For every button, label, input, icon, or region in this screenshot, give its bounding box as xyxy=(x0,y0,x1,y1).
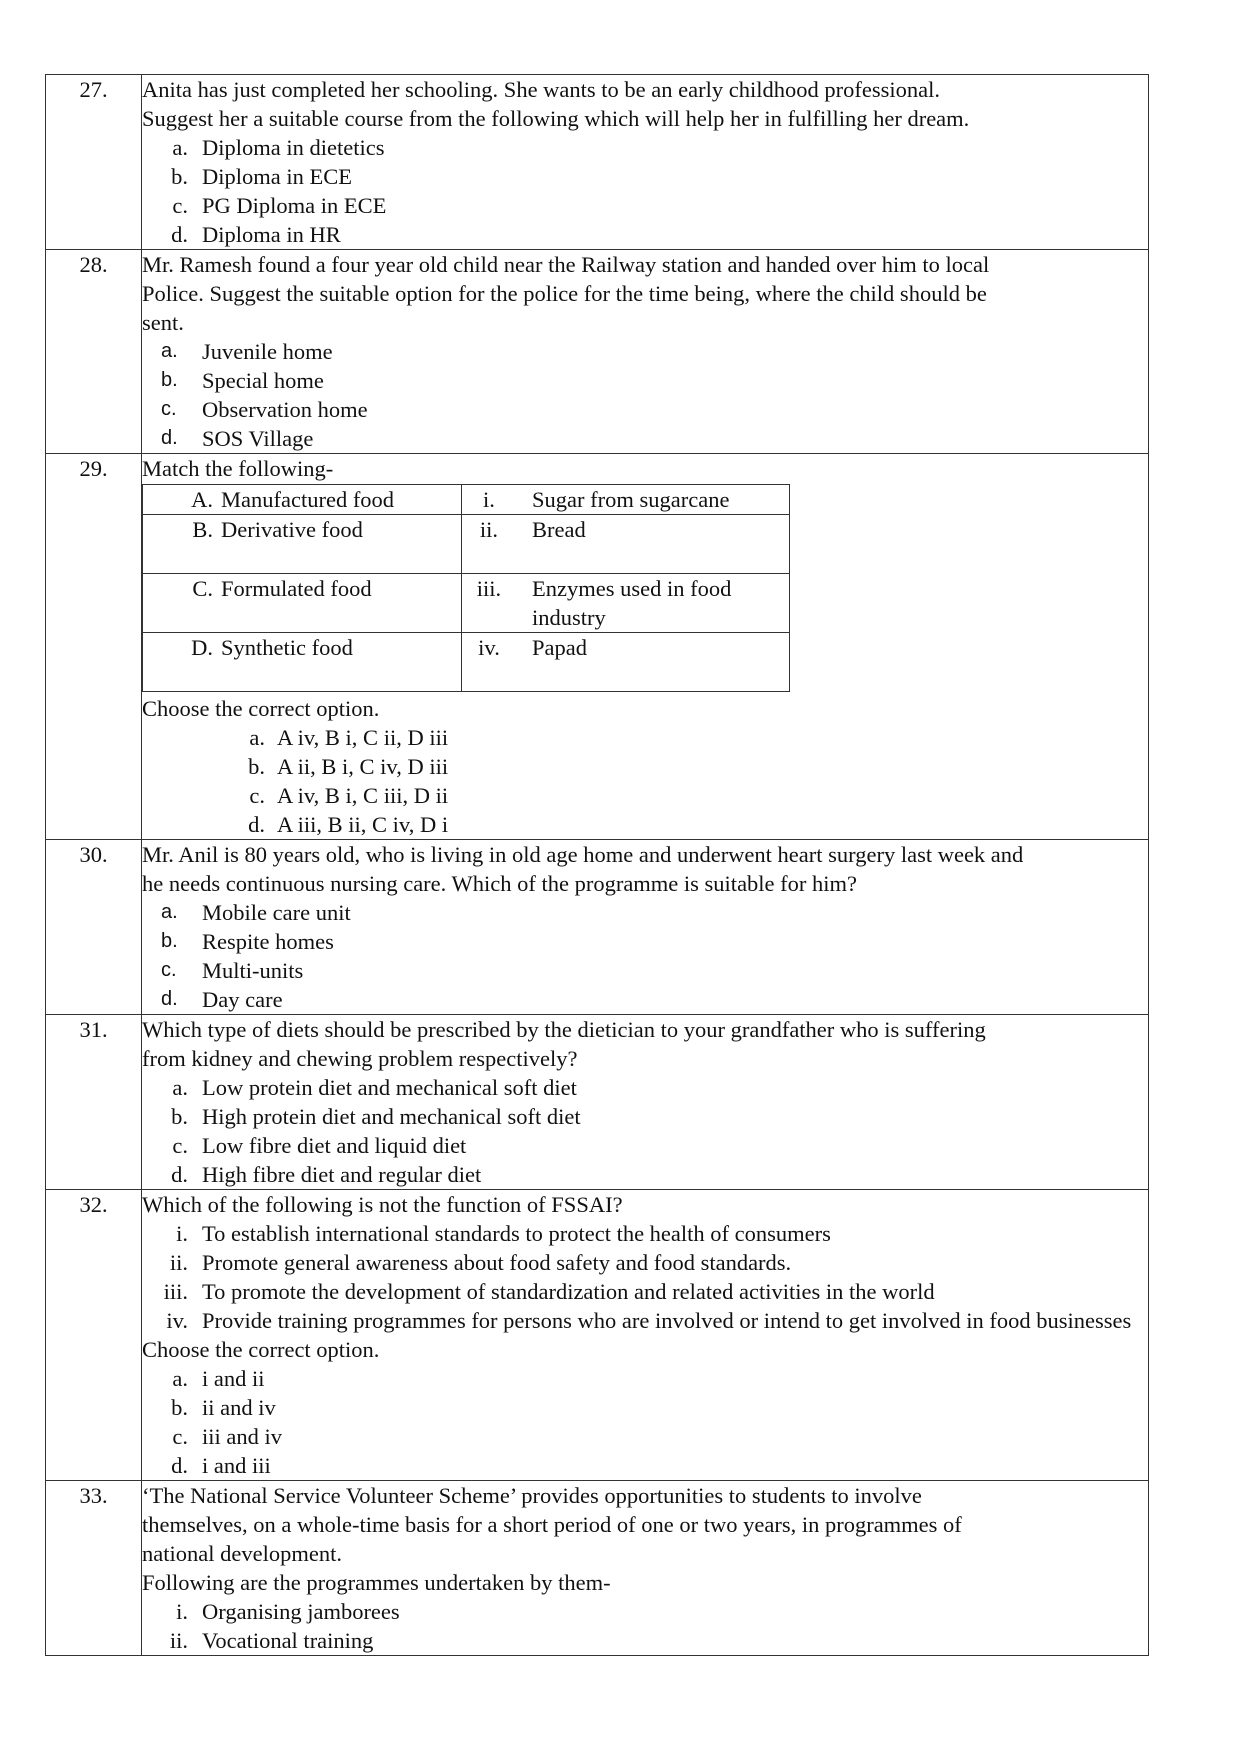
match-row xyxy=(143,633,790,692)
question-text: Which type of diets should be prescribed by the dietician to your grandfather who is suffering xyxy=(142,1017,986,1042)
option-label: c. xyxy=(161,959,177,981)
option-c xyxy=(142,1131,1148,1160)
option-text: Mobile care unit xyxy=(202,900,351,925)
statement-label: i. xyxy=(176,1221,188,1246)
option-label: c. xyxy=(172,193,188,218)
statement-label: i. xyxy=(176,1599,188,1624)
option-label: d. xyxy=(161,427,178,449)
option-text: Low fibre diet and liquid diet xyxy=(202,1133,467,1158)
question-row xyxy=(46,1481,1149,1656)
option-text: A ii, B i, C iv, D iii xyxy=(277,754,449,779)
option-a xyxy=(142,898,1148,927)
statement-text: Vocational training xyxy=(202,1628,374,1653)
statement-iii xyxy=(142,1277,1148,1306)
question-text: themselves, on a whole-time basis for a short period of one or two years, in programmes of xyxy=(142,1512,962,1537)
statement-label: ii. xyxy=(169,1250,188,1275)
option-b xyxy=(142,927,1148,956)
option-c xyxy=(142,1422,1148,1451)
question-text: Match the following- xyxy=(142,456,334,481)
option-a xyxy=(142,1364,1148,1393)
question-row xyxy=(46,840,1149,1015)
question-text: ‘The National Service Volunteer Scheme’ provides opportunities to students to involve xyxy=(142,1483,922,1508)
option-label: a. xyxy=(249,725,265,750)
option-c xyxy=(142,395,1148,424)
option-d xyxy=(142,1451,1148,1480)
question-row xyxy=(46,454,1149,840)
option-d xyxy=(142,220,1148,249)
statement-label: iv. xyxy=(166,1308,188,1333)
match-right-text: Sugar from sugarcane xyxy=(532,487,730,512)
option-text: Juvenile home xyxy=(202,339,333,364)
option-text: Diploma in HR xyxy=(202,222,341,247)
match-row xyxy=(143,574,790,633)
choose-instruction: Choose the correct option. xyxy=(142,696,380,721)
question-body xyxy=(142,250,1149,454)
question-text: Mr. Ramesh found a four year old child near the Railway station and handed over him to local xyxy=(142,252,990,277)
option-d xyxy=(142,810,1148,839)
option-a xyxy=(142,723,1148,752)
option-c xyxy=(142,956,1148,985)
option-text: Low protein diet and mechanical soft diet xyxy=(202,1075,577,1100)
match-right-text: Bread xyxy=(532,517,586,542)
option-text: High fibre diet and regular diet xyxy=(202,1162,482,1187)
match-row xyxy=(143,515,790,574)
option-text: A iii, B ii, C iv, D i xyxy=(277,812,449,837)
option-text: iii and iv xyxy=(202,1424,282,1449)
option-text: Respite homes xyxy=(202,929,334,954)
question-text: sent. xyxy=(142,310,184,335)
option-label: a. xyxy=(161,901,178,923)
statement-text: Organising jamborees xyxy=(202,1599,400,1624)
option-text: Diploma in ECE xyxy=(202,164,352,189)
option-text: Multi-units xyxy=(202,958,304,983)
match-right-label: ii. xyxy=(479,517,499,542)
option-label: a. xyxy=(161,340,178,362)
option-text: Day care xyxy=(202,987,283,1012)
question-number: 31. xyxy=(46,1015,142,1190)
match-left-label: A. xyxy=(191,487,213,512)
question-text: Police. Suggest the suitable option for the police for the time being, where the child should be xyxy=(142,281,987,306)
option-label: d. xyxy=(248,812,265,837)
option-label: b. xyxy=(171,1395,188,1420)
option-c xyxy=(142,781,1148,810)
option-d xyxy=(142,1160,1148,1189)
question-body xyxy=(142,840,1149,1015)
option-text: ii and iv xyxy=(202,1395,276,1420)
option-text: i and ii xyxy=(202,1366,265,1391)
option-text: Special home xyxy=(202,368,324,393)
option-label: b. xyxy=(171,1104,188,1129)
match-left-text: Formulated food xyxy=(221,576,372,601)
question-body xyxy=(142,1015,1149,1190)
question-text: Anita has just completed her schooling. She wants to be an early childhood professional. xyxy=(142,77,940,102)
question-number: 33. xyxy=(46,1481,142,1656)
option-text: PG Diploma in ECE xyxy=(202,193,387,218)
statement-i xyxy=(142,1219,1148,1248)
match-left-text: Synthetic food xyxy=(221,635,353,660)
statement-iv xyxy=(142,1306,1148,1335)
question-number: 29. xyxy=(46,454,142,840)
statement-i xyxy=(142,1597,1148,1626)
option-b xyxy=(142,366,1148,395)
option-label: c. xyxy=(172,1424,188,1449)
question-body xyxy=(142,454,1149,840)
match-left-label: B. xyxy=(192,517,213,542)
question-text: national development. xyxy=(142,1541,342,1566)
question-number: 28. xyxy=(46,250,142,454)
match-right-text: Papad xyxy=(532,635,587,660)
option-b xyxy=(142,1102,1148,1131)
option-b xyxy=(142,1393,1148,1422)
question-number: 27. xyxy=(46,75,142,250)
choose-instruction: Choose the correct option. xyxy=(142,1337,380,1362)
option-a xyxy=(142,337,1148,366)
option-text: Observation home xyxy=(202,397,368,422)
option-text: i and iii xyxy=(202,1453,271,1478)
statement-text: To promote the development of standardization and related activities in the world xyxy=(202,1279,935,1304)
question-body xyxy=(142,1481,1149,1656)
option-label: d. xyxy=(161,988,178,1010)
option-label: c. xyxy=(249,783,265,808)
statement-ii xyxy=(142,1248,1148,1277)
question-text: Mr. Anil is 80 years old, who is living in old age home and underwent heart surgery last week and xyxy=(142,842,1024,867)
option-text: SOS Village xyxy=(202,426,314,451)
option-d xyxy=(142,985,1148,1014)
question-text: Which of the following is not the function of FSSAI? xyxy=(142,1192,623,1217)
option-d xyxy=(142,424,1148,453)
question-text: Suggest her a suitable course from the following which will help her in fulfilling her dream. xyxy=(142,106,970,131)
option-label: c. xyxy=(161,398,177,420)
option-a xyxy=(142,133,1148,162)
statement-text: Provide training programmes for persons who are involved or intend to get involved in food businesses xyxy=(202,1308,1132,1333)
question-row xyxy=(46,250,1149,454)
match-right-text: Enzymes used in food industry xyxy=(532,576,732,630)
match-right-label: i. xyxy=(483,487,495,512)
match-left-label: C. xyxy=(192,576,213,601)
match-left-text: Derivative food xyxy=(221,517,363,542)
question-text: Following are the programmes undertaken by them- xyxy=(142,1570,611,1595)
match-left-label: D. xyxy=(191,635,213,660)
match-table xyxy=(142,484,790,692)
option-label: c. xyxy=(172,1133,188,1158)
option-a xyxy=(142,1073,1148,1102)
question-text: he needs continuous nursing care. Which of the programme is suitable for him? xyxy=(142,871,858,896)
question-row xyxy=(46,1190,1149,1481)
question-number: 32. xyxy=(46,1190,142,1481)
match-right-label: iii. xyxy=(476,576,502,601)
question-row xyxy=(46,75,1149,250)
statement-ii xyxy=(142,1626,1148,1655)
option-text: A iv, B i, C iii, D ii xyxy=(277,783,449,808)
option-c xyxy=(142,191,1148,220)
statement-text: Promote general awareness about food safety and food standards. xyxy=(202,1250,792,1275)
option-label: a. xyxy=(172,135,188,160)
statement-label: iii. xyxy=(163,1279,188,1304)
statement-label: ii. xyxy=(169,1628,188,1653)
match-right-label: iv. xyxy=(478,635,500,660)
option-b xyxy=(142,752,1148,781)
question-row xyxy=(46,1015,1149,1190)
match-row xyxy=(143,485,790,515)
option-label: a. xyxy=(172,1075,188,1100)
option-text: A iv, B i, C ii, D iii xyxy=(277,725,449,750)
option-label: b. xyxy=(171,164,188,189)
option-text: Diploma in dietetics xyxy=(202,135,385,160)
option-label: a. xyxy=(172,1366,188,1391)
option-label: d. xyxy=(171,222,188,247)
option-label: b. xyxy=(161,930,178,952)
question-text: from kidney and chewing problem respectively? xyxy=(142,1046,578,1071)
question-number: 30. xyxy=(46,840,142,1015)
option-label: b. xyxy=(248,754,265,779)
question-table xyxy=(45,74,1149,1656)
question-body xyxy=(142,1190,1149,1481)
option-text: High protein diet and mechanical soft diet xyxy=(202,1104,581,1129)
option-label: d. xyxy=(171,1162,188,1187)
option-label: b. xyxy=(161,369,178,391)
option-b xyxy=(142,162,1148,191)
option-label: d. xyxy=(171,1453,188,1478)
question-body xyxy=(142,75,1149,250)
statement-text: To establish international standards to protect the health of consumers xyxy=(202,1221,831,1246)
match-left-text: Manufactured food xyxy=(221,487,395,512)
